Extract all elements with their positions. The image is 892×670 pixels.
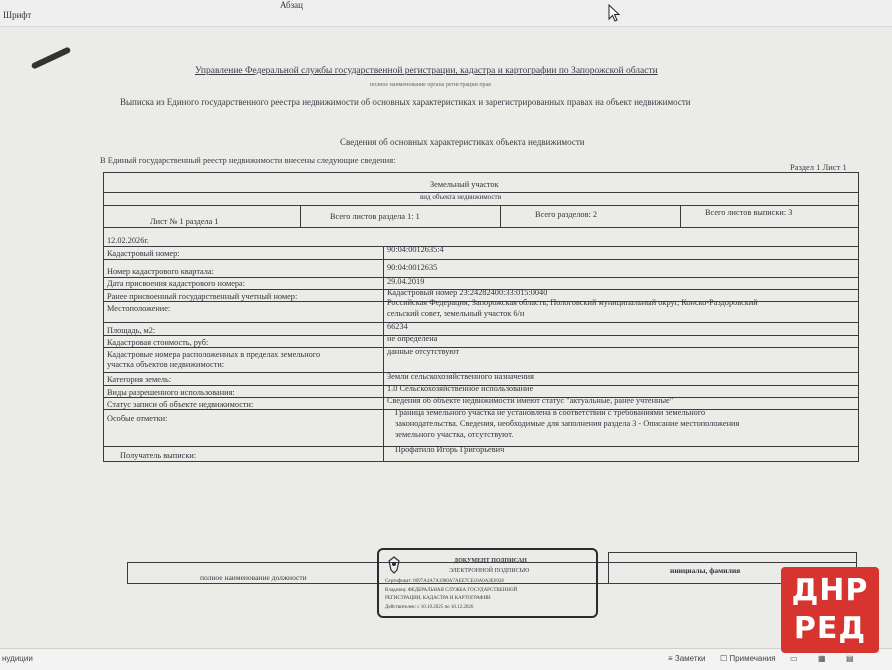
row-cadastral-number-label: Кадастровый номер: [107,249,180,258]
row-area-label: Площадь, м2: [107,326,156,335]
stamp-owner-2: РЕГИСТРАЦИИ, КАДАСТРА И КАРТОГРАФИИ [385,596,491,601]
total-sections: Всего разделов: 2 [535,210,598,219]
row-cost-label: Кадастровая стоимость, руб: [107,338,209,347]
row-location-label: Местоположение: [107,304,171,313]
row-objects-label: Кадастровые номера расположенных в пределах земельного [107,350,321,359]
stamp-title: ДОКУМЕНТ ПОДПИСАН [454,558,527,564]
row-status-value: Сведения об объекте недвижимости имеют статус "актуальные, ранее учтенные" [387,396,674,405]
row-notes-value-3: земельного участка, отсутствуют. [395,430,514,439]
status-bar [0,648,892,670]
object-type-sub: вид объекта недвижимости [420,193,502,201]
footer-position-label: полное наименование должности [200,573,307,582]
stamp-valid: Действителен: с 10.10.2025 по 10.12.2026 [385,605,474,610]
stamp-cert: Сертификат: 0097A4A7A1980A7AEE7CE10A0A2E6928 [385,579,504,584]
row-recipient-value: Профатило Игорь Григорьевич [395,445,505,454]
paragraph-group-label[interactable]: Абзац [280,0,303,10]
row-quarter-value: 90:04:0012635 [387,263,438,272]
row-cadastral-number-value: 90:04:0012635:4 [387,245,444,254]
header-org: Управление Федеральной службы государственной регистрации, кадастра и картографии по Запорожской области [195,66,658,76]
row-category-value: Земли сельскохозяйственного назначения [387,372,534,381]
row-assign-date-value: 29.04.2019 [387,277,425,286]
footer-signature-label: инициалы, фамилия [670,566,741,575]
comments-icon: ☐ [720,654,730,663]
row-objects-value: данные отсутствуют [387,347,460,356]
total-sheets-section: Всего листов раздела 1: 1 [330,212,420,221]
coat-of-arms-icon [387,556,401,574]
notes-icon: ≡ [668,654,675,663]
section-ref: Раздел 1 Лист 1 [790,162,847,172]
row-recipient-label: Получатель выписки: [120,451,197,460]
section-title: Сведения об основных характеристиках объекта недвижимости [340,137,585,147]
view-reading-icon[interactable]: ▤ [846,654,854,663]
header-sub: полное наименование органа регистрации прав [370,82,492,88]
extract-title: Выписка из Единого государственного реестра недвижимости об основных характеристиках и зарегистрированных правах на объект недвижимости [120,97,691,107]
extract-date: 12.02.2026г. [107,236,149,245]
row-notes-value: Граница земельного участка не установлена в соответствии с требованиями земельного [395,408,706,417]
font-group-label[interactable]: Шрифт [3,10,32,20]
sheet-number: Лист № 1 раздела 1 [150,217,219,226]
object-type: Земельный участок [430,180,499,189]
row-usage-value: 1.0 Сельскохозяйственное использование [387,384,534,393]
comments-button[interactable] [720,654,776,663]
view-normal-icon[interactable]: ▭ [790,654,798,663]
row-usage-label: Виды разрешенного использования: [107,388,235,397]
stamp-owner: Владелец: ФЕДЕРАЛЬНАЯ СЛУЖБА ГОСУДАРСТВЕННОЙ [385,588,518,593]
row-notes-label: Особые отметки: [107,414,168,423]
row-location-value-2: сельский совет, земельный участок 6/н [387,309,525,318]
row-prev-number-label: Ранее присвоенный государственный учетный номер: [107,292,298,301]
view-sorter-icon[interactable]: ▦ [818,654,826,663]
row-assign-date-label: Дата присвоения кадастрового номера: [107,279,246,288]
stamp-subtitle: ЭЛЕКТРОННОЙ ПОДПИСЬЮ [449,568,530,574]
status-left-label: нудиции [2,654,33,663]
row-area-value: 66234 [387,322,408,331]
notes-label: Заметки [674,654,706,663]
comments-label: Примечания [729,654,776,663]
notes-button[interactable] [668,654,706,663]
total-sheets-extract: Всего листов выписки: 3 [705,208,793,217]
row-objects-label-2: участка объектов недвижимости: [107,360,225,369]
row-location-value: Российская Федерация, Запорожская область, Пологовский муниципальный округ, Конско-Раздоровский [387,298,758,307]
row-quarter-label: Номер кадастрового квартала: [107,267,214,276]
row-category-label: Категория земель: [107,375,172,384]
watermark-line-1: ДНР [791,573,869,608]
row-status-label: Статус записи об объекте недвижимости: [107,400,254,409]
e-signature-stamp [377,548,598,618]
row-prev-number-value: Кадастровый номер 23:24282400:33:015:0040 [387,288,548,297]
row-cost-value: не определена [387,334,438,343]
intro-line: В Единый государственный реестр недвижимости внесены следующие сведения: [100,155,396,165]
watermark-line-2: РЕД [793,611,867,646]
row-notes-value-2: законодательства. Сведения, необходимые для заполнения раздела 3 - Описание местоположения [395,419,740,428]
dnr-watermark-logo [781,567,879,653]
